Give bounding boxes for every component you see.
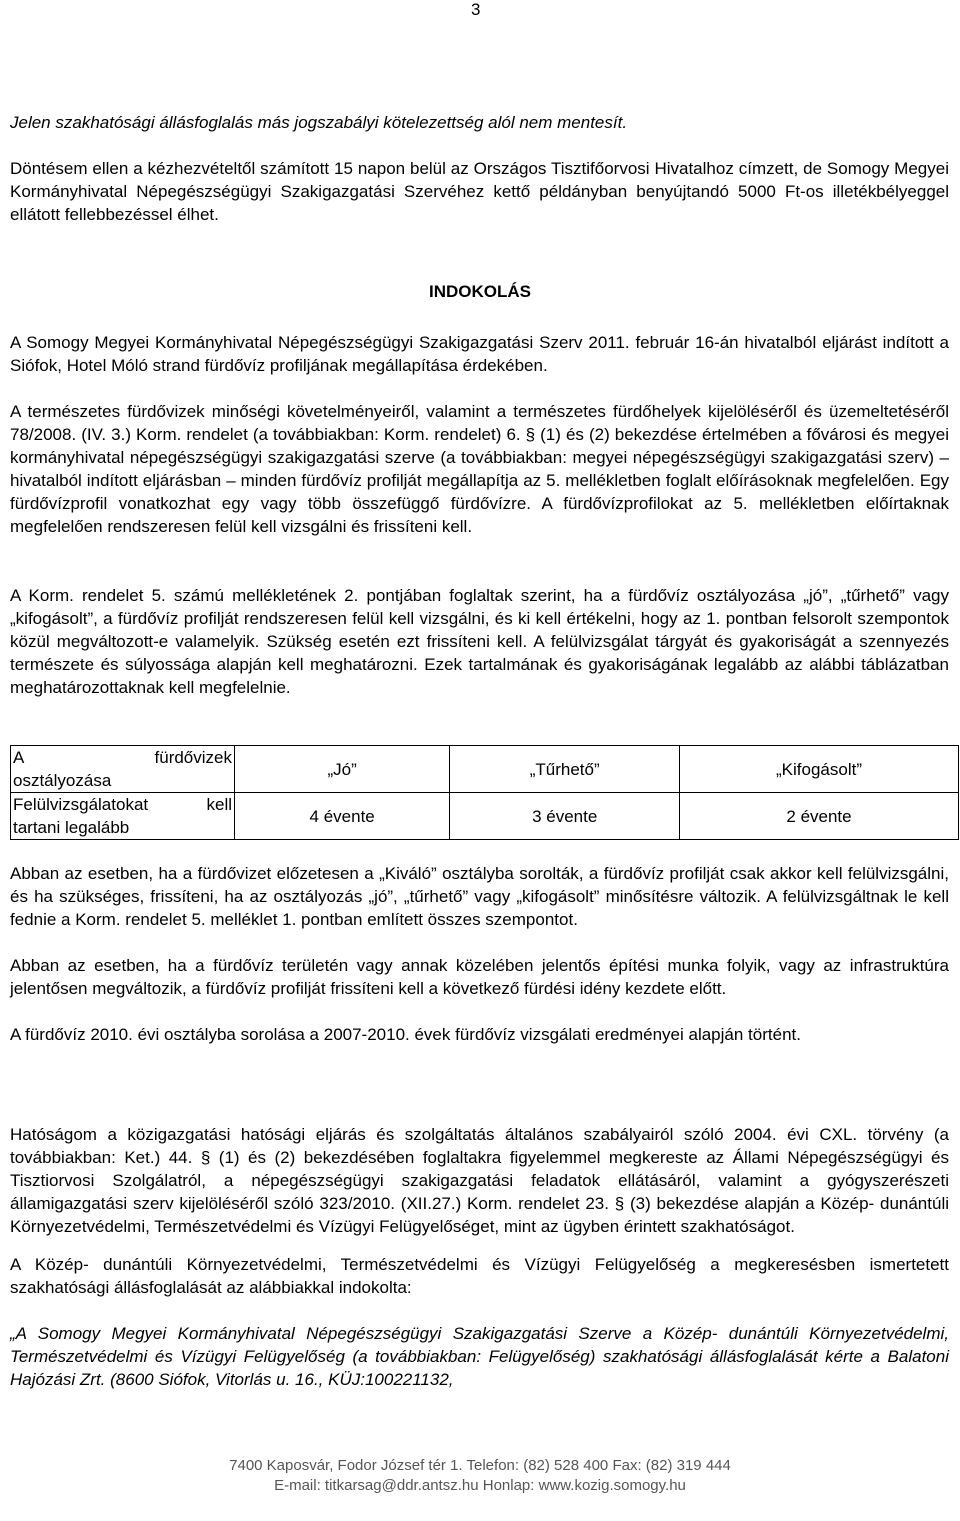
footer-contact: E-mail: titkarsag@ddr.antsz.hu Honlap: www.kozig.somogy.hu xyxy=(274,1477,686,1494)
reasoning-paragraph-2: A természetes fürdővizek minőségi követelményeiről, valamint a természetes fürdőhelyek kijelöléséről és üzemeltetéséről 78/2008. (IV. 3.) Korm. rendelet (a továbbiakban: Korm. rendelet) 6. § (1) és (2) bekezdése értelmében a fővárosi és megyei kormányhivatal népegészségügyi szakigazgatási szerve (a továbbiakban: megyei népegészségügyi szakigazgatási szerv) – hivatalból indított eljárásban – minden fürdővíz profilját megállapítja az 5. mellékletben foglalt előírásoknak megfelelően. Egy fürdővízprofil vonatkozhat egy vagy több összefüggő fürdővízre. A fürdővízprofilokat az 5. mellékletben előírtaknak megfelelően rendszeresen felül kell vizsgálni és frissíteni kell. xyxy=(10,402,949,536)
table-row-label-line: A fürdővizek xyxy=(13,748,232,767)
page-number: 3 xyxy=(471,0,481,19)
table-row-label-line: tartani legalább xyxy=(13,818,130,837)
classification-2010-paragraph: A fürdővíz 2010. évi osztályba sorolása a 2007-2010. évek fürdővíz vizsgálati eredményei alapján történt. xyxy=(10,1025,801,1044)
table-cell-grade-poor: „Kifogásolt” xyxy=(680,746,959,793)
quoted-reasoning: „A Somogy Megyei Kormányhivatal Népegészségügyi Szakigazgatási Szerve a Közép- dunántúli Környezetvédelmi, Természetvédelmi és Vízügyi Felügyelőség (a továbbiakban: Felügyelőség) szakhatósági állásfoglalását kérte a Balatoni Hajózási Zrt. (8600 Siófok, Vitorlás u. 16., KÜJ:100221132, xyxy=(10,1324,949,1389)
reasoning-paragraph-3: A Korm. rendelet 5. számú mellékletének 2. pontjában foglaltak szerint, ha a fürdővíz osztályozása „jó”, „tűrhető” vagy „kifogásolt”, a fürdővíz profilját rendszeresen felül kell vizsgálni, és ki kell értékelni, hogy az 1. pontban felsorolt szempontok közül megváltozott-e valamelyik. Szükség esetén ezt frissíteni kell. A felülvizsgálat tárgyát és gyakoriságát a szennyezés természete és súlyossága alapján kell meghatározni. Ezek tartalmának és gyakoriságának legalább az alábbi táblázatban meghatározottaknak kell megfelelnie. xyxy=(10,586,949,697)
classification-table xyxy=(10,745,959,840)
table-cell-grade-acceptable: „Tűrhető” xyxy=(450,746,680,793)
table-row xyxy=(11,793,959,840)
exemption-note: Jelen szakhatósági állásfoglalás más jogszabályi kötelezettség alól nem mentesít. xyxy=(10,113,628,132)
table-row-label xyxy=(11,746,235,793)
footer-address: 7400 Kaposvár, Fodor József tér 1. Telefon: (82) 528 400 Fax: (82) 319 444 xyxy=(229,1457,731,1474)
reasoning-paragraph-1: A Somogy Megyei Kormányhivatal Népegészségügyi Szakigazgatási Szerv 2011. február 16-án hivatalból eljárást indított a Siófok, Hotel Móló strand fürdővíz profiljának megállapítása érdekében. xyxy=(10,333,949,375)
excellent-class-paragraph: Abban az esetben, ha a fürdővizet előzetesen a „Kiváló” osztályba sorolták, a fürdővíz profilját csak akkor kell felülvizsgálni, és ha szükséges, frissíteni, ha az osztályozás „jó”, „tűrhető” vagy „kifogásolt” minősítésre változik. A felülvizsgáltnak le kell fednie a Korm. rendelet 5. melléklet 1. pontban említett összes szempontot. xyxy=(10,864,949,929)
table-row-label-line: osztályozása xyxy=(13,771,112,790)
inspectorate-paragraph: A Közép- dunántúli Környezetvédelmi, Természetvédelmi és Vízügyi Felügyelőség a megkeresésben ismertetett szakhatósági állásfoglalását az alábbiakkal indokolta: xyxy=(10,1255,949,1297)
table-cell-frequency-good: 4 évente xyxy=(235,793,450,840)
authority-paragraph: Hatóságom a közigazgatási hatósági eljárás és szolgáltatás általános szabályairól szóló 2004. évi CXL. törvény (a továbbiakban: Ket.) 44. § (1) és (2) bekezdésében foglaltakra figyelemmel megkereste az Állami Népegészségügyi és Tisztiorvosi Szolgálatról, a népegészségügyi szakigazgatási feladatok ellátásáról, valamint a gyógyszerészeti államigazgatási szerv kijelöléséről szóló 323/2010. (XII.27.) Korm. rendelet 23. § (3) bekezdése alapján a Közép- dunántúli Környezetvédelmi, Természetvédelmi és Vízügyi Felügyelőséget, mint az ügyben érintett szakhatóságot. xyxy=(10,1125,949,1236)
construction-paragraph: Abban az esetben, ha a fürdővíz területén vagy annak közelében jelentős építési munka folyik, vagy az infrastruktúra jelentősen megváltozik, a fürdővíz profilját frissíteni kell a következő fürdési idény kezdete előtt. xyxy=(10,956,949,998)
table-row-label xyxy=(11,793,235,840)
table-cell-grade-good: „Jó” xyxy=(235,746,450,793)
table-row-label-line: Felülvizsgálatokat kell xyxy=(13,795,232,814)
table-row xyxy=(11,746,959,793)
table-cell-frequency-acceptable: 3 évente xyxy=(450,793,680,840)
appeal-paragraph: Döntésem ellen a kézhezvételtől számított 15 napon belül az Országos Tisztifőorvosi Hivatalhoz címzett, de Somogy Megyei Kormányhivatal Népegészségügyi Szakigazgatási Szervéhez kettő példányban benyújtandó 5000 Ft-os illetékbélyeggel ellátott fellebbezéssel élhet. xyxy=(10,159,949,224)
section-heading: INDOKOLÁS xyxy=(429,282,531,301)
table-cell-frequency-poor: 2 évente xyxy=(680,793,959,840)
